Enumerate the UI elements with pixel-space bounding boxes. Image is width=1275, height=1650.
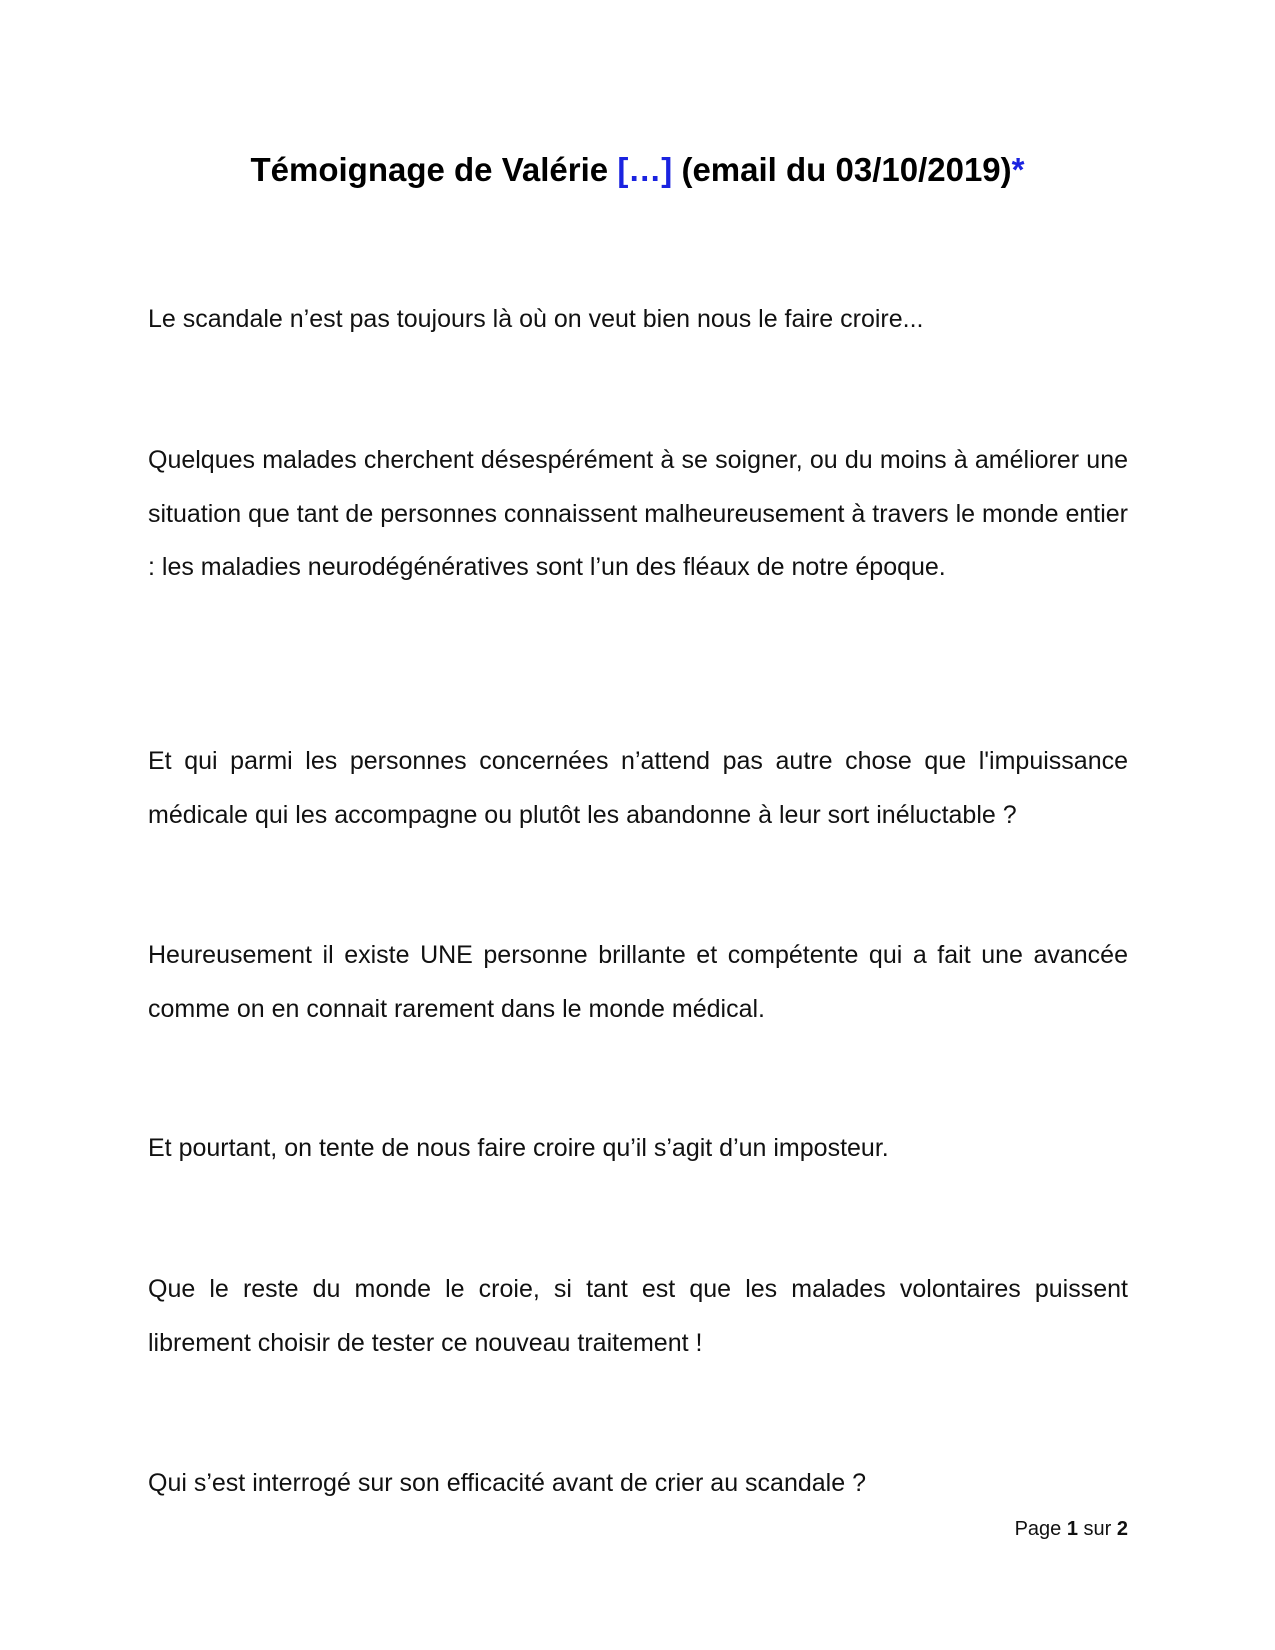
paragraph-5: Et pourtant, on tente de nous faire croire qu’il s’agit d’un imposteur. [148,1134,889,1162]
of-label: sur [1077,1518,1117,1540]
paragraph-6: Que le reste du monde le croie, si tant est que les malades volontaires puissent librement choisir de tester ce nouveau traitement ! [148,1275,1128,1357]
paragraph-3: Et qui parmi les personnes concernées n’attend pas autre chose que l'impuissance médicale qui les accompagne ou plutôt les abandonne à leur sort inéluctable ? [148,747,1128,829]
page-number-footer [1015,1515,1128,1543]
paragraph-4: Heureusement il existe UNE personne brillante et compétente qui a fait une avancée comme on en connait rarement dans le monde médical. [148,941,1128,1023]
page-label: Page [1014,1518,1067,1540]
title-asterisk: * [1011,151,1025,188]
document-title [0,148,1275,192]
current-page-number: 1 [1066,1518,1078,1540]
title-text-start: Témoignage de Valérie [250,151,618,188]
paragraph-7: Qui s’est interrogé sur son efficacité avant de crier au scandale ? [148,1469,866,1497]
title-redaction-mark: […] [617,151,673,188]
paragraph-2: Quelques malades cherchent désespérément à se soigner, ou du moins à améliorer une situation que tant de personnes connaissent malheureusement à travers le monde entier : les maladies neurodégénératives sont l’un des fléaux de notre époque. [148,446,1128,581]
paragraph-1: Le scandale n’est pas toujours là où on veut bien nous le faire croire... [148,305,924,333]
total-pages-number: 2 [1116,1518,1128,1540]
title-text-end: (email du 03/10/2019) [672,151,1012,188]
